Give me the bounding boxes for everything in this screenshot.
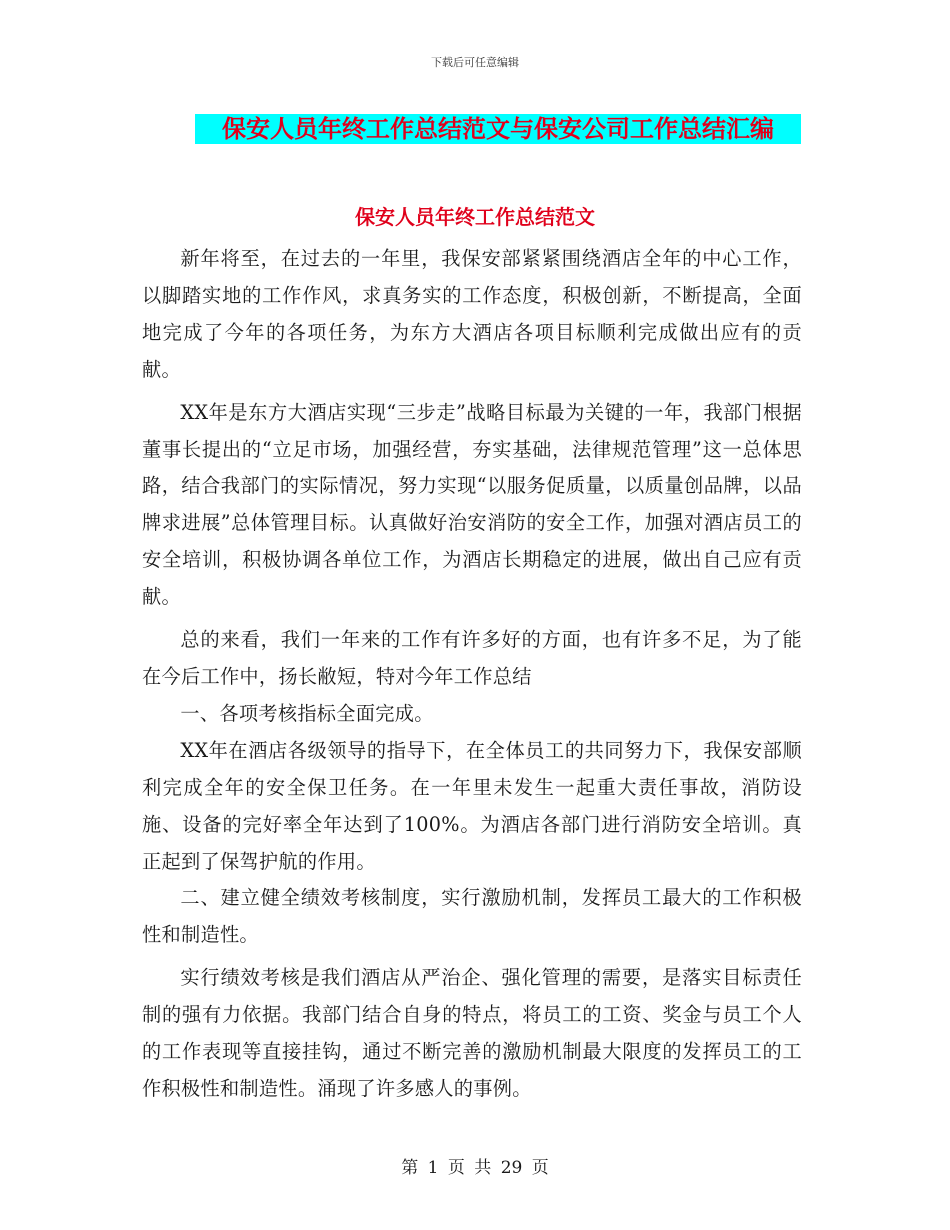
- paragraph-heading-1: 一、各项考核指标全面完成。: [180, 701, 434, 725]
- paragraph-2: XX年是东方大酒店实现“三步走”战略目标最为关键的一年，我部门根据董事长提出的“立足市场，加强经营，夯实基础，法律规范管理”这一总体思路，结合我部门的实际情况，努力实现“以服务促质量，以质量创品牌，以品牌求进展”总体管理目标。认真做好治安消防的安全工作，加强对酒店员工的安全培训，积极协调各单位工作，为酒店长期稳定的进展，做出自己应有贡献。: [142, 400, 802, 609]
- page-number: 第 1 页 共 29 页: [401, 1158, 549, 1178]
- paragraph-5: 实行绩效考核是我们酒店从严治企、强化管理的需要，是落实目标责任制的强有力依据。我部门结合自身的特点，将员工的工资、奖金与员工个人的工作表现等直接挂钩，通过不断完善的激励机制最大限度的发挥员工的工作积极性和制造性。涌现了许多感人的事例。: [142, 966, 802, 1100]
- paragraph-3: 总的来看，我们一年来的工作有许多好的方面，也有许多不足，为了能在今后工作中，扬长敝短，特对今年工作总结: [142, 628, 802, 688]
- paragraph-4: XX年在酒店各级领导的指导下，在全体员工的共同努力下，我保安部顺利完成全年的安全保卫任务。在一年里未发生一起重大责任事故，消防设施、设备的完好率全年达到了100%。为酒店各部门进行消防安全培训。真正起到了保驾护航的作用。: [142, 738, 802, 873]
- document-body: [142, 222, 802, 1108]
- section-title: 保安人员年终工作总结范文: [355, 205, 595, 229]
- paragraph-1: 新年将至，在过去的一年里，我保安部紧紧围绕酒店全年的中心工作，以脚踏实地的工作作风，求真务实的工作态度，积极创新，不断提高，全面地完成了今年的各项任务，为东方大酒店各项目标顺利完成做出应有的贡献。: [142, 247, 802, 381]
- page-header-note: 下载后可任意编辑: [431, 56, 519, 69]
- paragraph-heading-2: 二、建立健全绩效考核制度，实行激励机制，发挥员工最大的工作积极性和制造性。: [142, 886, 802, 947]
- document-title: 保安人员年终工作总结范文与保安公司工作总结汇编: [195, 114, 801, 144]
